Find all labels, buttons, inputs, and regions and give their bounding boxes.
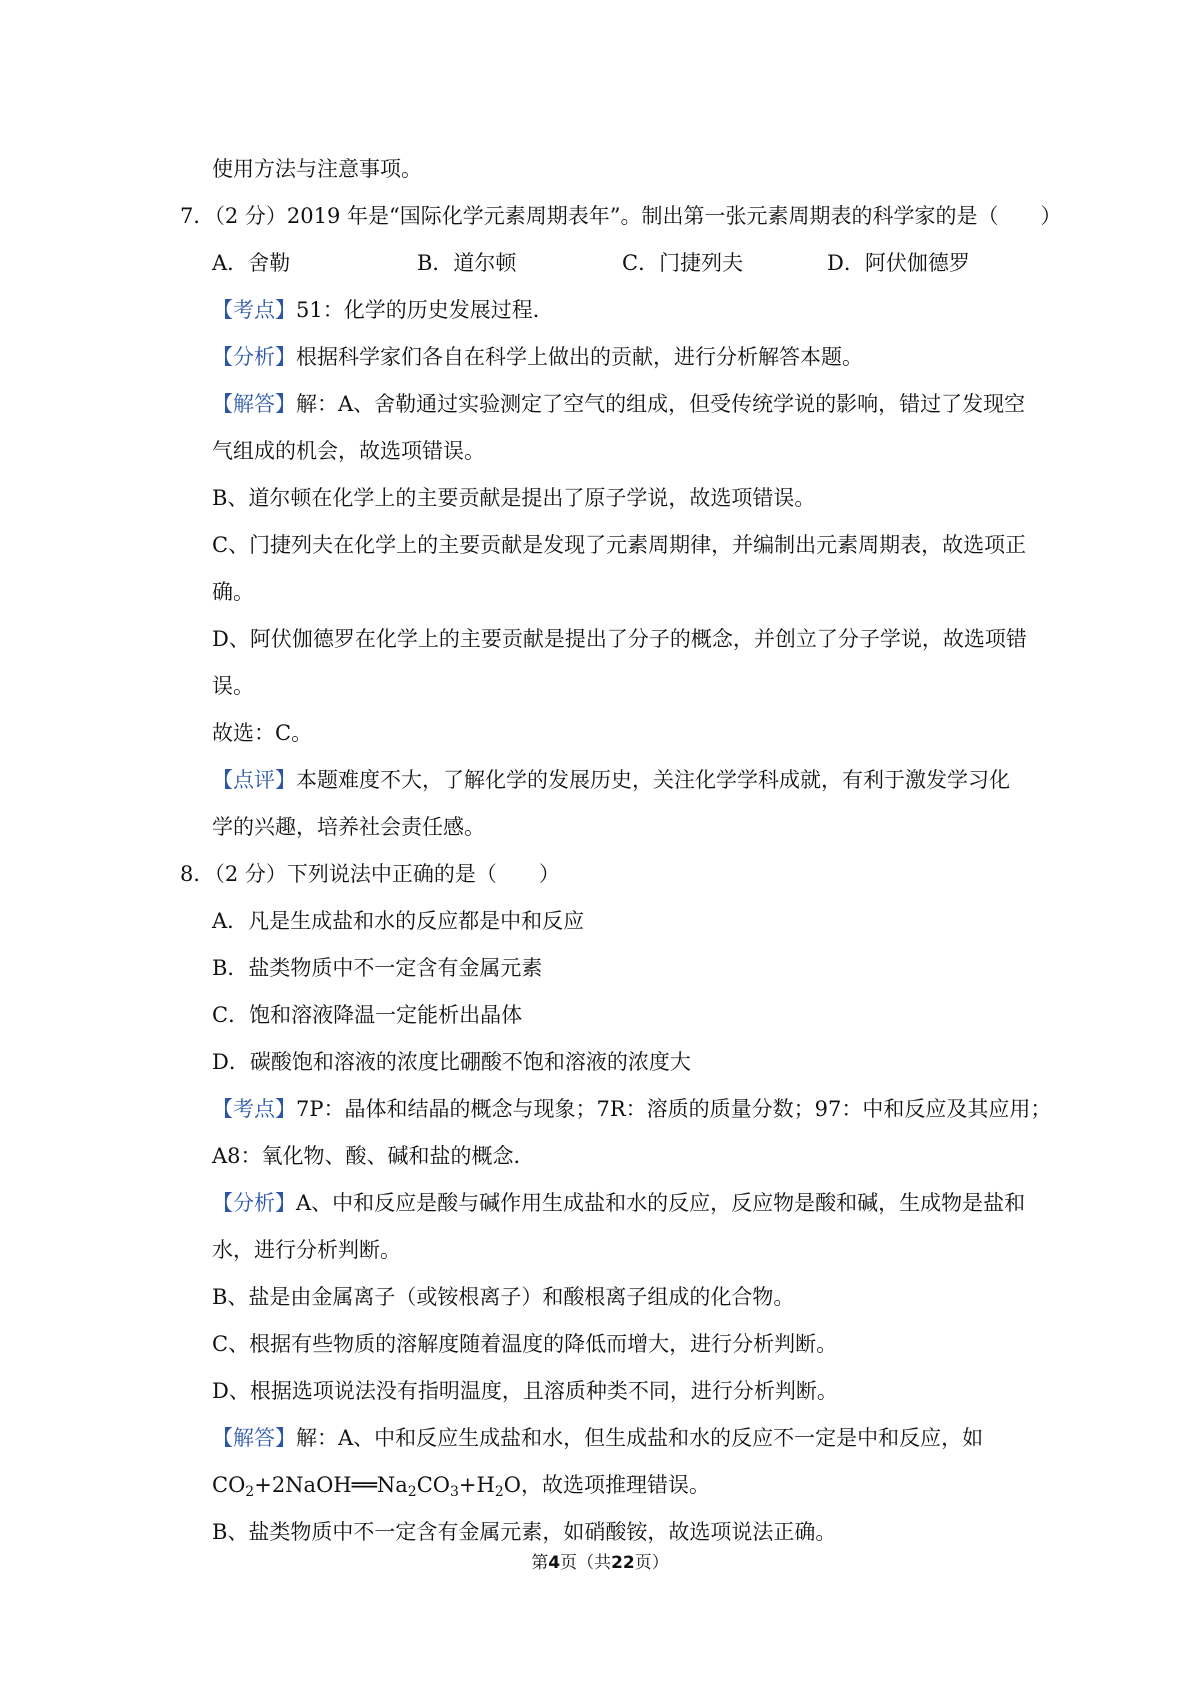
question-8-stem: 8．（2 分）下列说法中正确的是（ ） [180,862,560,886]
text-line: B、盐是由金属离子（或铵根离子）和酸根离子组成的化合物。 [212,1285,795,1309]
answer-line: 故选：C。 [212,721,313,745]
footer-pre: 第 [531,1553,549,1573]
option-c: C．饱和溶液降温一定能析出晶体 [212,1003,523,1027]
text-line: 误。 [212,674,254,698]
eq-part: O [503,1473,521,1497]
text-line: C、根据有些物质的溶解度随着温度的降低而增大，进行分析判断。 [212,1332,838,1356]
kaodian-7 [212,295,1032,325]
eq-part: CO [212,1473,246,1497]
question-7-options [212,248,1032,278]
jieda-8 [212,1423,1032,1453]
option-a: A．凡是生成盐和水的反应都是中和反应 [212,909,585,933]
eq-subscript: 3 [450,1484,459,1500]
dianping-text: 本题难度不大，了解化学的发展历史，关注化学学科成就，有利于激发学习化 [296,768,1010,792]
text-line: B、盐类物质中不一定含有金属元素，如硝酸铵，故选项说法正确。 [212,1520,837,1544]
eq-part: +2NaOH══Na [254,1473,408,1497]
footer-post: 页） [634,1553,669,1573]
text-line: D、阿伏伽德罗在化学上的主要贡献是提出了分子的概念，并创立了分子学说，故选项错 [212,627,1027,651]
footer-mid: 页（共 [560,1553,612,1573]
kaodian-tag: 【考点】 [212,1097,296,1121]
text-line: D、根据选项说法没有指明温度，且溶质种类不同，进行分析判断。 [212,1379,838,1403]
eq-subscript: 2 [494,1484,504,1500]
kaodian-text: 51：化学的历史发展过程． [296,298,554,322]
option-a: A．舍勒 [212,251,291,275]
text-line: 水，进行分析判断。 [212,1238,401,1262]
text-line: C、门捷列夫在化学上的主要贡献是发现了元素周期律，并编制出元素周期表，故选项正 [212,533,1027,557]
option-b: B．道尔顿 [417,251,517,275]
option-d: D．阿伏伽德罗 [827,251,970,275]
jieda-text: 解：A、舍勒通过实验测定了空气的组成，但受传统学说的影响，错过了发现空 [296,392,1026,416]
text-line: 确。 [212,580,254,604]
option-d: D．碳酸饱和溶液的浓度比硼酸不饱和溶液的浓度大 [212,1050,691,1074]
option-b: B．盐类物质中不一定含有金属元素 [212,956,543,980]
fenxi-tag: 【分析】 [212,345,296,369]
fenxi-8 [212,1188,1032,1218]
jieda-text: 解：A、中和反应生成盐和水，但生成盐和水的反应不一定是中和反应，如 [296,1426,984,1450]
eq-subscript: 2 [407,1484,417,1500]
fenxi-7 [212,342,1032,372]
text-line: A8：氧化物、酸、碱和盐的概念． [212,1144,535,1168]
equation-line [212,1470,1032,1500]
page-footer [0,1551,1200,1575]
text-line: 使用方法与注意事项。 [212,157,422,181]
page-number: 4 [548,1553,561,1573]
text-line: 气组成的机会，故选项错误。 [212,439,485,463]
fenxi-text: A、中和反应是酸与碱作用生成盐和水的反应，反应物是酸和碱，生成物是盐和 [296,1191,1026,1215]
kaodian-tag: 【考点】 [212,298,296,322]
jieda-tag: 【解答】 [212,392,296,416]
jieda-7 [212,389,1032,419]
dianping-tag: 【点评】 [212,768,296,792]
option-c: C．门捷列夫 [622,251,744,275]
eq-part: +H [458,1473,495,1497]
eq-part: CO [416,1473,450,1497]
text-line: 学的兴趣，培养社会责任感。 [212,815,485,839]
jieda-tag: 【解答】 [212,1426,296,1450]
fenxi-text: 根据科学家们各自在科学上做出的贡献，进行分析解答本题。 [296,345,863,369]
kaodian-text: 7P：晶体和结晶的概念与现象；7R：溶质的质量分数；97：中和反应及其应用； [296,1097,1052,1121]
dianping-7 [212,765,1032,795]
kaodian-8 [212,1094,1052,1124]
fenxi-tag: 【分析】 [212,1191,296,1215]
question-7-stem: 7．（2 分）2019 年是“国际化学元素周期表年”。制出第一张元素周期表的科学家的是（ ） [180,204,1062,228]
eq-tail: ，故选项推理错误。 [520,1473,710,1497]
eq-subscript: 2 [245,1484,255,1500]
page-total: 22 [611,1553,635,1573]
text-line: B、道尔顿在化学上的主要贡献是提出了原子学说，故选项错误。 [212,486,816,510]
